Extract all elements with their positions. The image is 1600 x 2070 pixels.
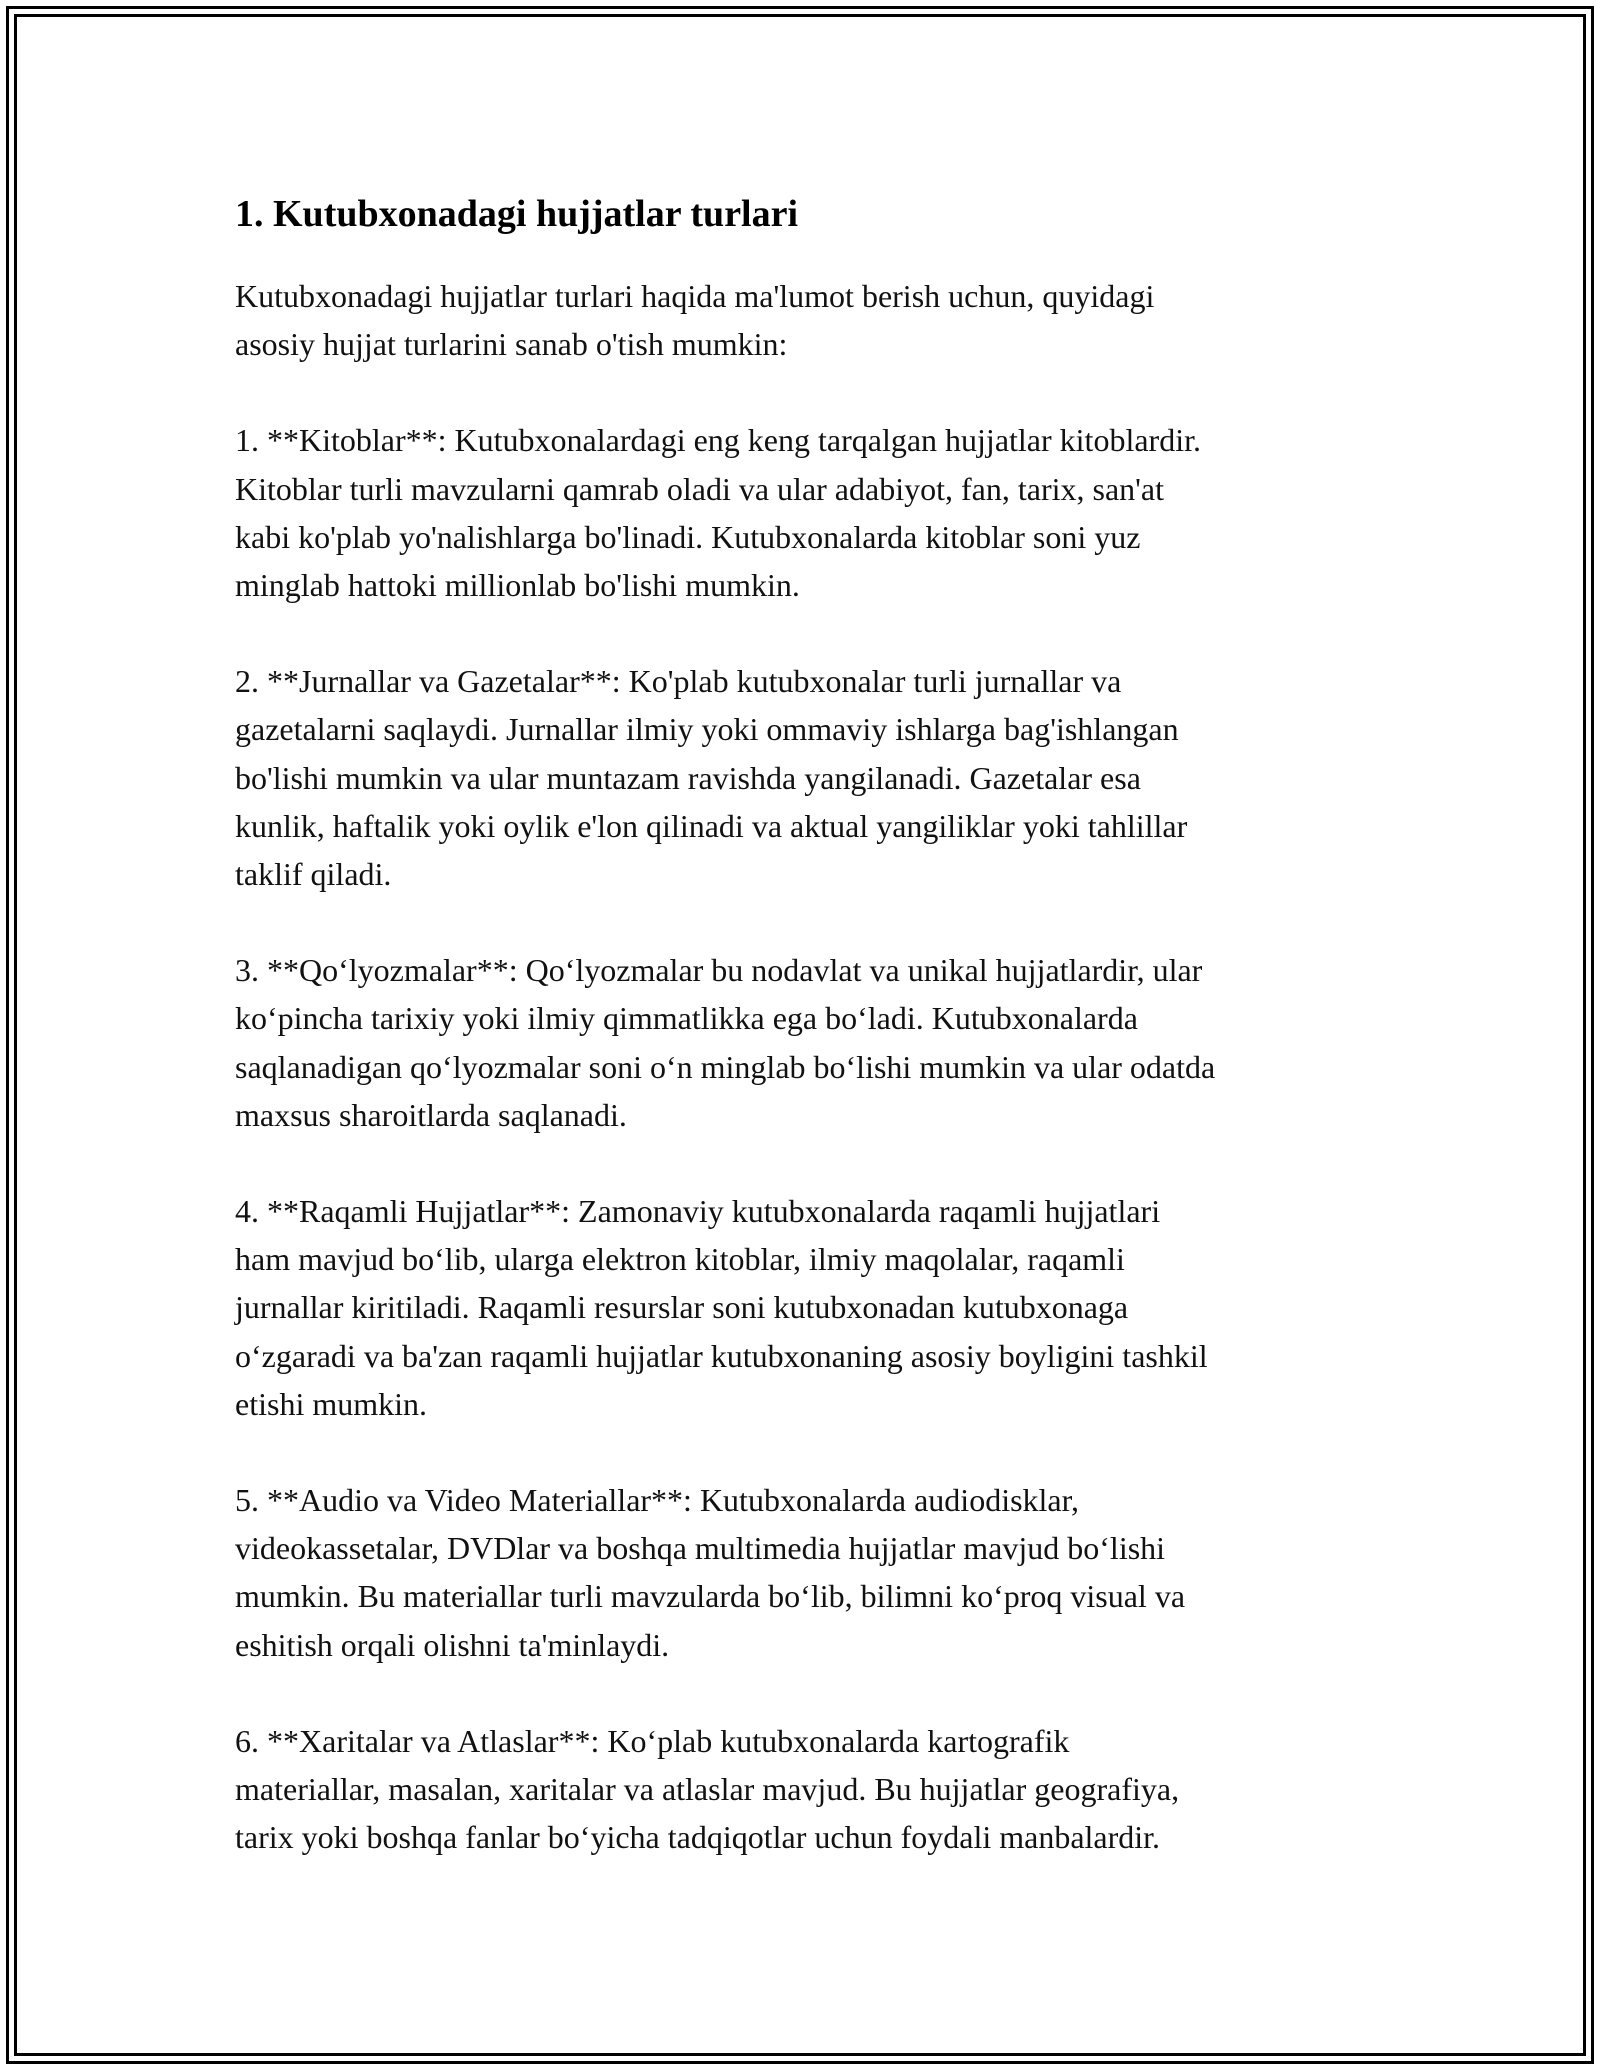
- paragraph-jurnallar-gazetalar: 2. **Jurnallar va Gazetalar**: Ko'plab kutubxonalar turli jurnallar va gazetalarni saqlaydi. Jurnallar ilmiy yoki ommaviy ishlarga bag'ishlangan bo'lishi mumkin va ular muntazam ravishda yangilanadi. Gazetalar esa kunlik, haftalik yoki oylik e'lon qilinadi va aktual yangiliklar yoki tahlillar taklif qiladi.: [235, 663, 1188, 893]
- paragraph-xaritalar-atlaslar: 6. **Xaritalar va Atlaslar**: Ko‘plab kutubxonalarda kartografik materiallar, masalan, xaritalar va atlaslar mavjud. Bu hujjatlar geografiya, tarix yoki boshqa fanlar bo‘yicha tadqiqotlar uchun foydali manbalardir.: [235, 1722, 1180, 1856]
- paragraph-raqamli-hujjatlar: 4. **Raqamli Hujjatlar**: Zamonaviy kutubxonalarda raqamli hujjatlari ham mavjud bo‘lib, ularga elektron kitoblar, ilmiy maqolalar, raqamli jurnallar kiritiladi. Raqamli resurslar soni kutubxonadan kutubxonaga o‘zgaradi va ba'zan raqamli hujjatlar kutubxonaning asosiy boyligini tashkil etishi mumkin.: [235, 1193, 1208, 1422]
- paragraph-qolyozmalar: 3. **Qo‘lyozmalar**: Qo‘lyozmalar bu nodavlat va unikal hujjatlardir, ular ko‘pincha tarixiy yoki ilmiy qimmatlikka ega bo‘ladi. Kutubxonalarda saqlanadigan qo‘lyozmalar soni o‘n minglab bo‘lishi mumkin va ular odatda maxsus sharoitlarda saqlanadi.: [235, 952, 1216, 1133]
- document-body: [235, 186, 1375, 1909]
- section-title: 1. Kutubxonadagi hujjatlar turlari: [235, 193, 799, 235]
- intro-paragraph: Kutubxonadagi hujjatlar turlari haqida ma'lumot berish uchun, quyidagi asosiy hujjat turlarini sanab o'tish mumkin:: [235, 278, 1155, 363]
- paragraph-kitoblar: 1. **Kitoblar**: Kutubxonalardagi eng keng tarqalgan hujjatlar kitoblardir. Kitoblar turli mavzularni qamrab oladi va ular adabiyot, fan, tarix, san'at kabi ko'plab yo'nalishlarga bo'linadi. Kutubxonalarda kitoblar soni yuz minglab hattoki millionlab bo'lishi mumkin.: [235, 422, 1201, 604]
- paragraph-audio-video: 5. **Audio va Video Materiallar**: Kutubxonalarda audiodisklar, videokassetalar, DVDlar va boshqa multimedia hujjatlar mavjud bo‘lishi mumkin. Bu materiallar turli mavzularda bo‘lib, bilimni ko‘proq visual va eshitish orqali olishni ta'minlaydi.: [235, 1482, 1186, 1663]
